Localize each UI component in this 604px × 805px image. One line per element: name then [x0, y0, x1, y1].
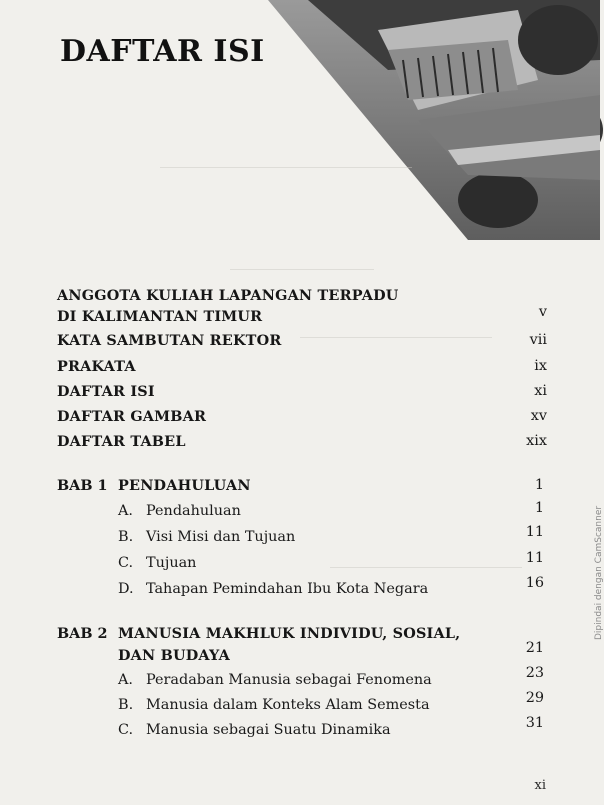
section-title: Visi Misi dan Tujuan	[146, 529, 296, 545]
section-page: 1	[534, 500, 544, 516]
section-title: Manusia dalam Konteks Alam Semesta	[146, 697, 430, 713]
section-title: Pendahuluan	[146, 503, 241, 519]
section-page: 23	[525, 665, 544, 681]
section-title: Tahapan Pemindahan Ibu Kota Negara	[146, 581, 429, 597]
toc-entry	[57, 308, 547, 332]
chapter-page: 1	[534, 477, 544, 493]
section-letter: A.	[118, 672, 133, 688]
section-title: Manusia sebagai Suatu Dinamika	[146, 722, 391, 738]
toc-entry-page: ix	[534, 358, 547, 374]
chapter-title: MANUSIA MAKHLUK INDIVIDU, SOSIAL,	[118, 625, 461, 642]
scanner-watermark: Dipindai dengan CamScanner	[594, 505, 604, 640]
toc-entry	[57, 408, 547, 432]
page-number: xi	[534, 778, 546, 793]
toc-entry-label: PRAKATA	[57, 358, 136, 375]
section-letter: B.	[118, 697, 134, 713]
bleed-through-text: ――――――――――――	[230, 262, 374, 276]
chapter-title-line-2: DAN BUDAYA	[118, 647, 230, 664]
toc-entry	[57, 332, 547, 356]
section-page: 11	[525, 550, 544, 566]
toc-entry-page: xi	[534, 383, 547, 399]
bleed-through-text: ――――――――――――――――	[330, 560, 522, 574]
bleed-through-text: ―――――――――――――――――――――	[160, 160, 412, 174]
chapter-label: BAB 1	[57, 477, 108, 494]
section-page: 29	[525, 690, 544, 706]
toc-entry-page: xix	[526, 433, 547, 449]
section-letter: B.	[118, 529, 134, 545]
section-title: Peradaban Manusia sebagai Fenomena	[146, 672, 432, 688]
toc-entry	[57, 433, 547, 457]
section-letter: A.	[118, 503, 133, 519]
page-title: DAFTAR ISI	[60, 34, 265, 69]
section-title: Tujuan	[146, 555, 197, 571]
section-page: 31	[525, 715, 544, 731]
toc-entry-page: xv	[530, 408, 547, 424]
section-page: 11	[525, 524, 544, 540]
toc-entry-label: KATA SAMBUTAN REKTOR	[57, 332, 282, 349]
toc-entry-page: vii	[529, 332, 547, 348]
section-page: 16	[525, 575, 544, 591]
section-letter: C.	[118, 722, 134, 738]
toc-entry-label: DAFTAR GAMBAR	[57, 408, 207, 425]
section-letter: D.	[118, 581, 134, 597]
bleed-through-text: ――――――――――――――――	[300, 330, 492, 344]
toc-entry-label: DAFTAR ISI	[57, 383, 155, 400]
building-photo	[268, 0, 600, 240]
toc-entry	[57, 383, 547, 407]
toc-entry-page: v	[538, 304, 547, 320]
chapter-title: PENDAHULUAN	[118, 477, 251, 494]
toc-entry-label: DAFTAR TABEL	[57, 433, 186, 450]
toc-entry	[57, 358, 547, 382]
section-letter: C.	[118, 555, 134, 571]
toc-entry-label: ANGGOTA KULIAH LAPANGAN TERPADU	[57, 287, 399, 304]
chapter-label: BAB 2	[57, 625, 108, 642]
toc-entry-label: DI KALIMANTAN TIMUR	[57, 308, 263, 325]
chapter-page: 21	[525, 640, 544, 656]
